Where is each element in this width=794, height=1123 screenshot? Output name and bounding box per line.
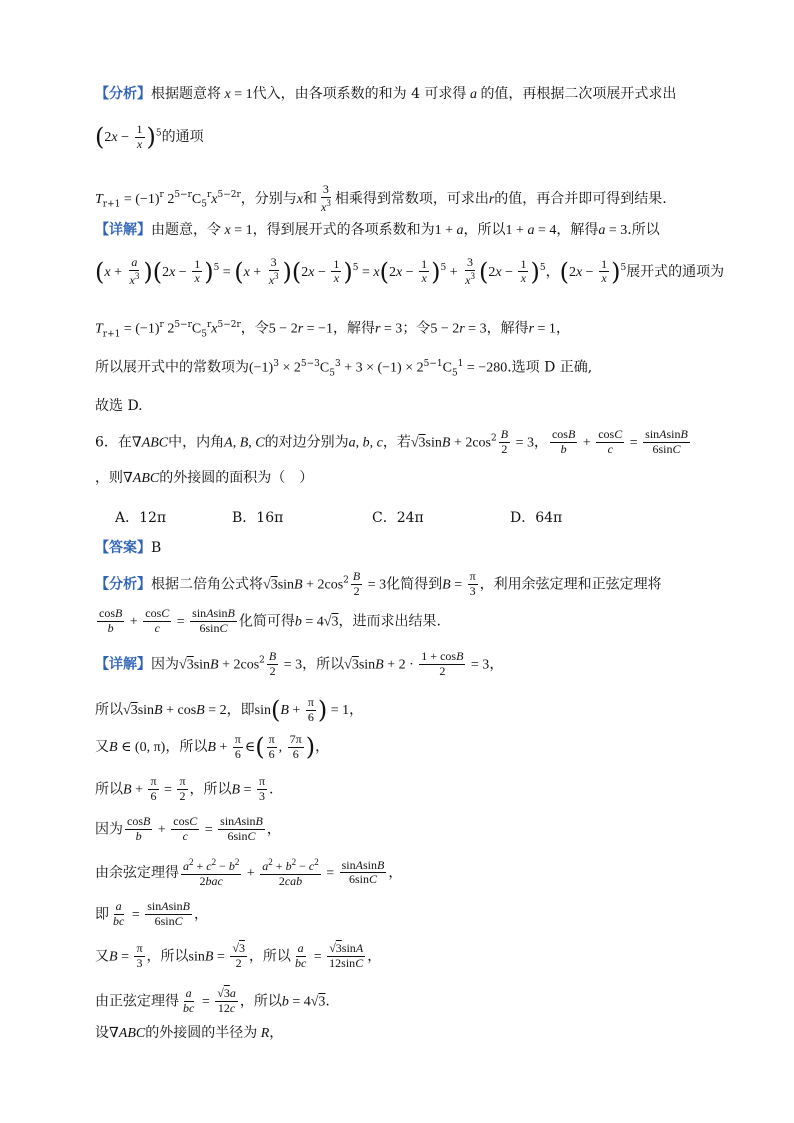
detail-line-1: 【详解】由题意，令 x = 1，得到展开式的各项系数和为1 + a，所以1 + a = 4，解得a = 3.所以 — [95, 222, 660, 238]
q6-analysis-line-1: 【分析】根据二倍角公式将$√3\sin B + 2\cos^2$ $\frac{B}{2}$ = 3化简得到B = $\frac{\pi}{3}$ ，利用余弦定理和正弦定理将 — [95, 569, 662, 598]
analysis-line-2: (2x − $\frac{1}{x}$ )$^5$的通项 — [95, 121, 204, 151]
detail-label: 【详解】 — [95, 222, 151, 238]
option-b: B．16π — [232, 510, 284, 526]
q6-detail-line-4: 所以B + $\frac{\pi}{6}$ = $\frac{\pi}{2}$ ，所以B = $\frac{\pi}{3}$ . — [95, 774, 274, 803]
answer-label: 【答案】 — [95, 540, 151, 556]
question-6-stem: 6．在∇ABC中，内角A, B, C的对边分别为a, b, c，若$√3\sin B + 2\cos^2$ $\frac{B}{2}$ = 3， $\frac{\cos B}{b}$ + $\frac{\cos C}{c}$ = $\frac{\text{sinAsinB}}{6\sin C}$ — [95, 427, 688, 456]
q6-detail-line-1: 【详解】因为$√3\sin B + 2\cos^2$ $\frac{B}{2}$ = 3，所以√3sinB + 2 · $\frac{1 + \cos B}{2}$ = 3， — [95, 649, 504, 678]
analysis-line-1: 【分析】根据题意将 x = 1代入，由各项系数的和为 4 可求得 a 的值，再根据二次项展开式求出 — [95, 86, 677, 102]
q6-detail-line-9: 由正弦定理得 $\frac{a}{bc}$ = $\frac{√3a}{12c}$ ，所以b = 4√3. — [95, 986, 330, 1015]
option-c: C．24π — [372, 510, 424, 526]
question-6-stem-2: ，则∇ABC的外接圆的面积为（ ） — [95, 470, 314, 486]
answer-value: B — [151, 540, 162, 556]
detail-line-4: 所以展开式中的常数项为$(-1)^3 \times 2^{5-3}C_5^3 + 3 \times (-1) \times 2^{5-1}C_5^1 = -280$.选项 D 正确, — [95, 359, 593, 379]
answer-line — [95, 540, 161, 558]
analysis-line-3: $T_{r+1} = (-1)^r$ $2^{5-r}C_5^rx^{5-2r}$，分别与x和 $\frac{3}{x^3}$ 相乘得到常数项，可求出r的值，再合并即可得到结果. — [95, 182, 667, 214]
detail-line-2: (x + $\frac{a}{x^3}$ )(2x − $\frac{1}{x}$ )$^5$ = (x + $\frac{3}{x^3}$ )(2x − $\frac{1}{x}$ )$^5$ = x(2x − $\frac{1}{x}$ )$^5$ + $\frac{3}{x^3}$ (2x − $\frac{1}{x}$ )$^5$，(2x − $\frac{1}{x}$ )$^5$展开式的通项为 — [95, 255, 725, 287]
q6-detail-line-3: 又B ∈ (0, π)，所以B + $\frac{\pi}{6}$ ∈( $\frac{\pi}{6}$ , $\frac{7\pi}{6}$ )， — [95, 731, 330, 761]
analysis-label: 【分析】 — [95, 86, 151, 102]
detail-line-5: 故选 D. — [95, 398, 143, 414]
q6-detail-line-8: 又B = $\frac{\pi}{3}$ ，所以sinB = $\frac{√3}{2}$ ，所以 $\frac{a}{bc}$ = $\frac{√3\sin A}{12\sin C}$ ， — [95, 941, 382, 970]
option-a: A．12π — [115, 510, 167, 526]
q6-detail-line-2: 所以√3sinB + cosB = 2，即sin(B + $\frac{\pi}{6}$ ) = 1， — [95, 694, 364, 724]
q6-detail-line-6: 由余弦定理得 $\frac{a^2 + c^2 - b^2}{\text{2bac}}$ + $\frac{a^2 + b^2 - c^2}{\text{2cab}}$ = $\frac{\text{sinAsinB}}{6\sin C}$ ， — [95, 857, 403, 888]
detail-line-3: $T_{r+1} = (-1)^r$ $2^{5-r}C_5^rx^{5-2r}$，令5 − 2r = −1，解得r = 3；令5 − 2r = 3，解得r = 1， — [95, 320, 570, 340]
q6-detail-line-10: 设∇ABC的外接圆的半径为 R， — [95, 1025, 284, 1041]
option-d: D．64π — [510, 510, 563, 526]
q6-detail-line-5: 因为 $\frac{\cos B}{b}$ + $\frac{\cos C}{c}$ = $\frac{\text{sinAsinB}}{6\sin C}$ ， — [95, 814, 281, 843]
q6-detail-line-7: 即 $\frac{a}{bc}$ = $\frac{\text{sinAsinB}}{6\sin C}$ ， — [95, 899, 208, 928]
q6-analysis-line-2: $\frac{\cos B}{b}$ + $\frac{\cos C}{c}$ = $\frac{\text{sinAsinB}}{6\sin C}$ 化简可得b = 4√3，进而求出结果. — [99, 606, 441, 635]
